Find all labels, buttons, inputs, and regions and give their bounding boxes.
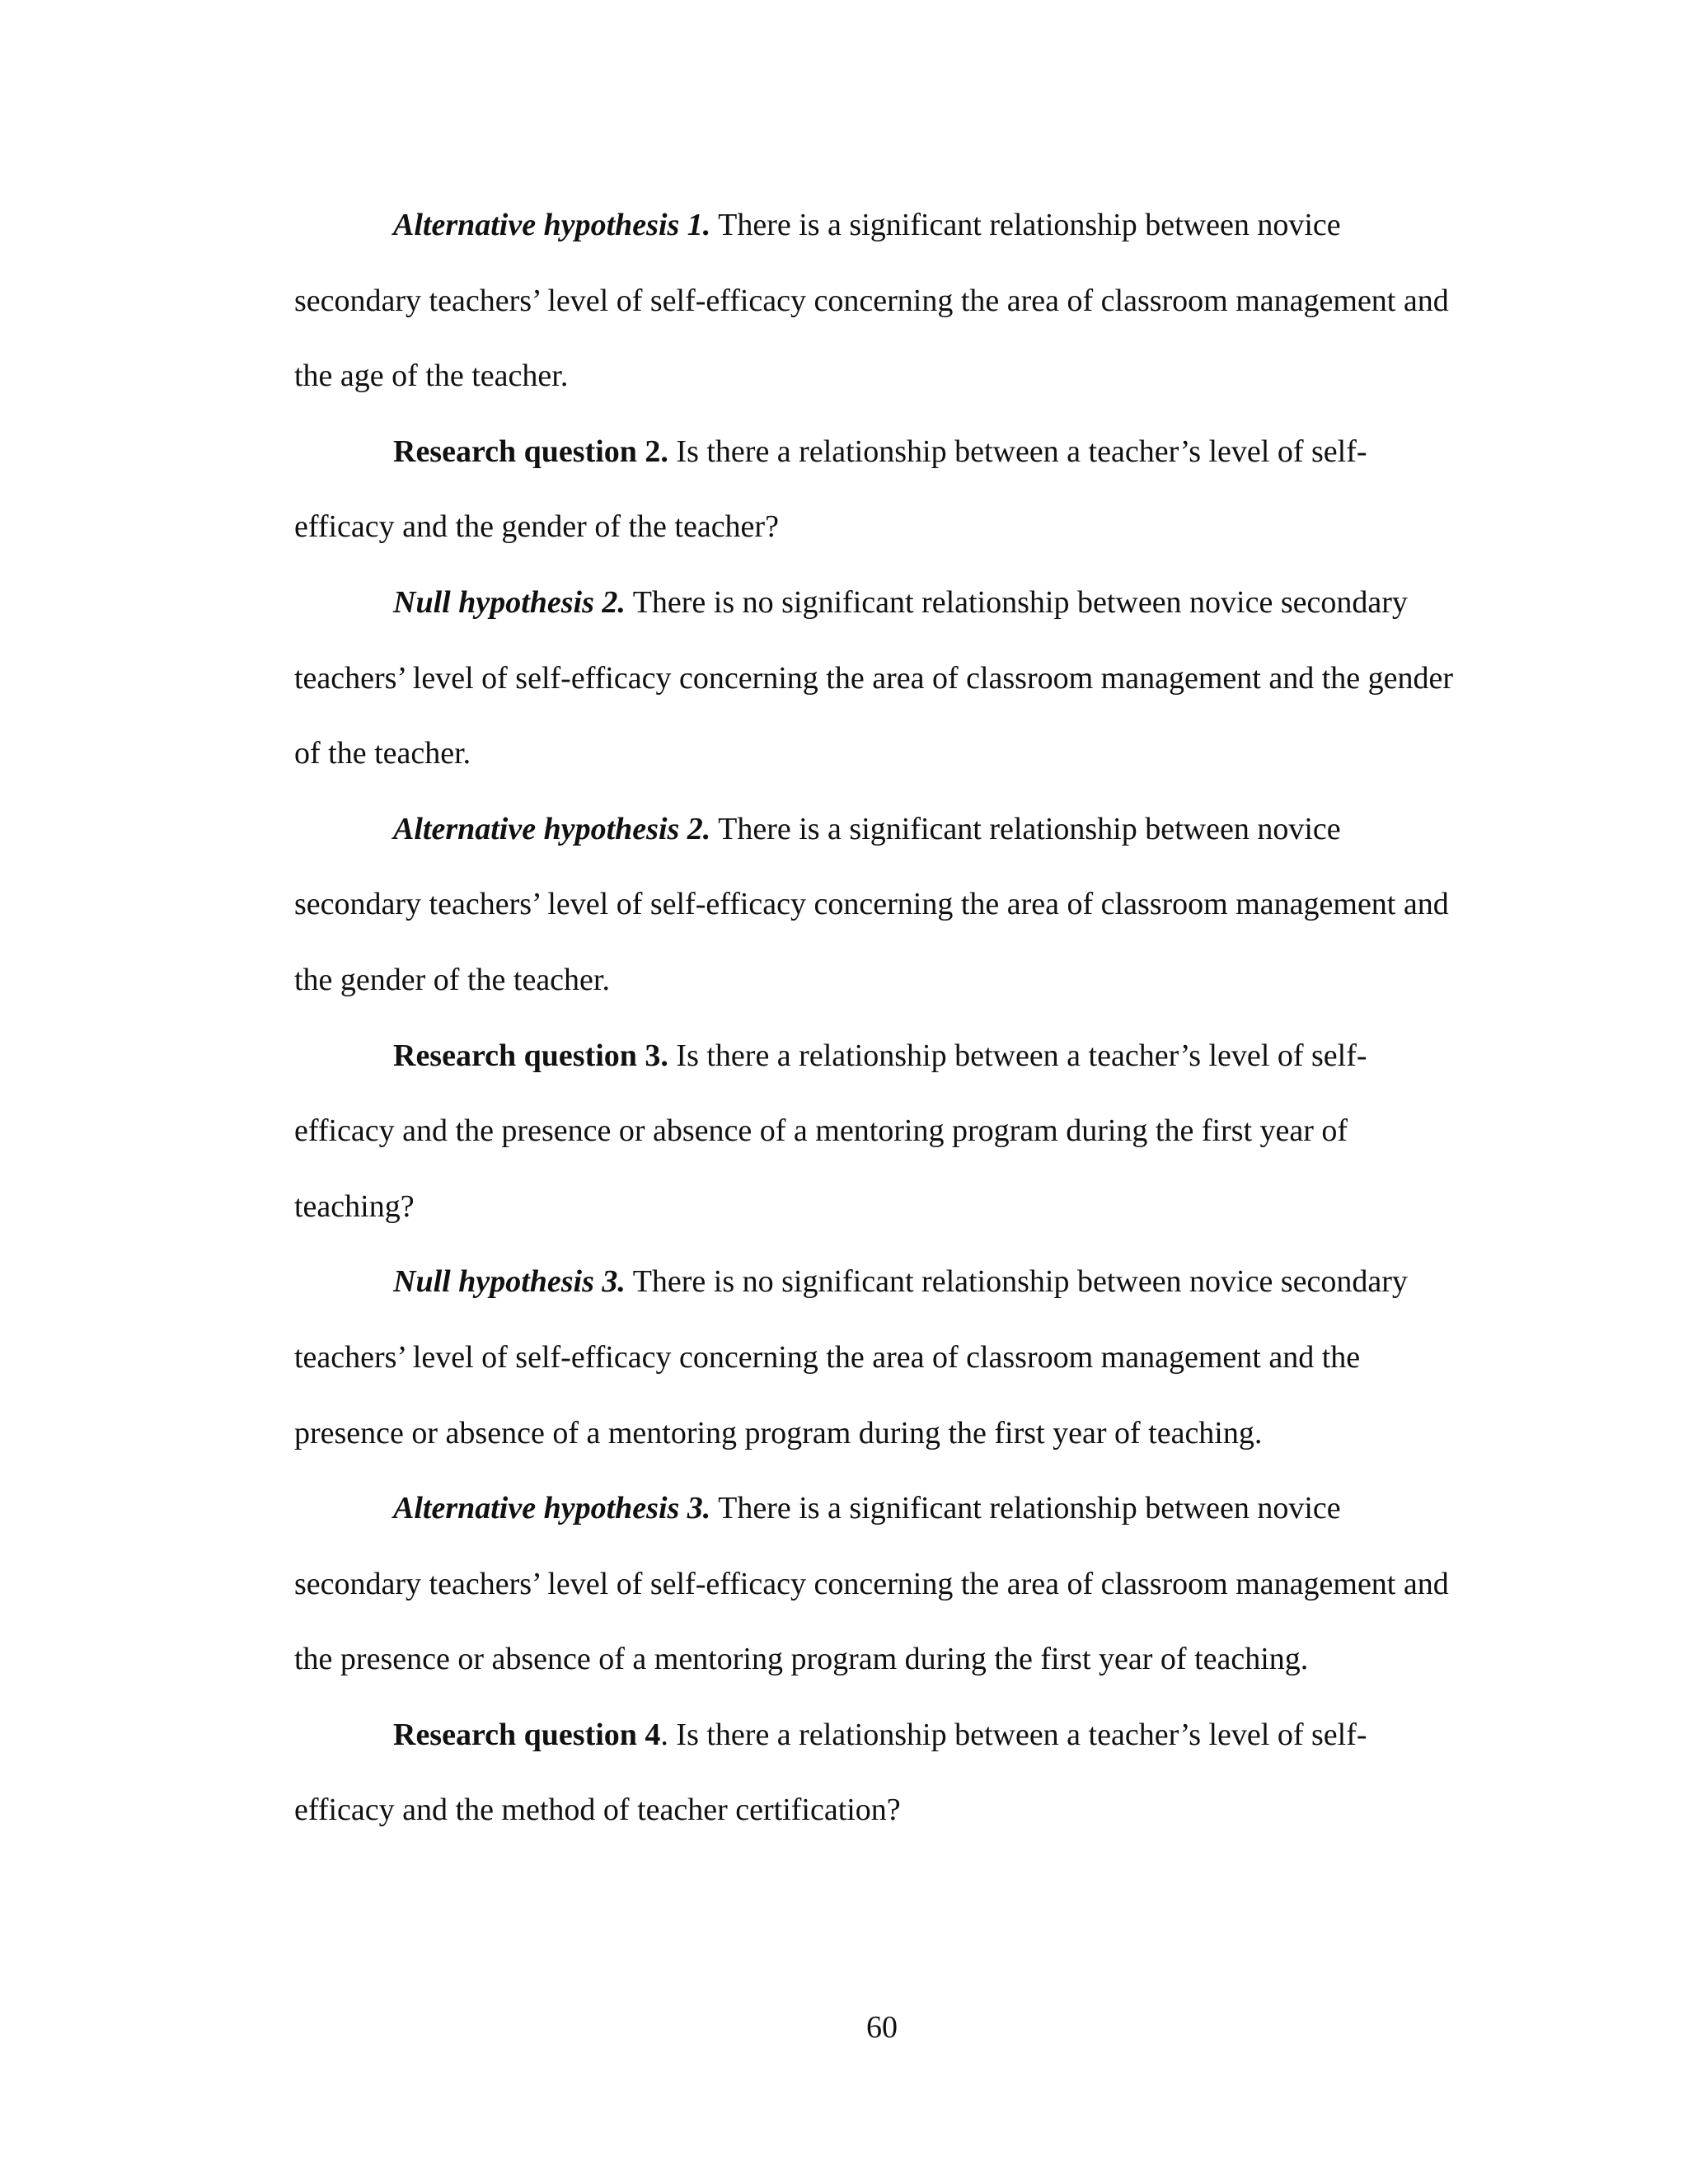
paragraph-heading: Null hypothesis 2.: [393, 584, 626, 620]
paragraph-heading: Research question 4: [393, 1717, 661, 1752]
paragraph-heading: Alternative hypothesis 2.: [393, 811, 711, 846]
document-body: [294, 188, 1465, 1849]
paragraph-alternative-hypothesis-2: [294, 792, 1465, 1019]
paragraph-heading: Null hypothesis 3.: [393, 1264, 626, 1300]
paragraph-text: There is no significant relationship between novice secondary teachers’ level of self-efficacy concerning the area of classroom management and the gender of the teacher.: [294, 584, 1453, 771]
paragraph-null-hypothesis-3: [294, 1244, 1465, 1471]
paragraph-text: There is a significant relationship between novice secondary teachers’ level of self-efficacy concerning the area of classroom management and the presence or absence of a mentoring program during the first year of teaching.: [294, 1491, 1449, 1677]
paragraph-null-hypothesis-2: [294, 565, 1465, 792]
paragraph-text: There is a significant relationship between novice secondary teachers’ level of self-efficacy concerning the area of classroom management and the gender of the teacher.: [294, 811, 1449, 997]
paragraph-research-question-3: [294, 1019, 1465, 1245]
paragraph-text: Is there a relationship between a teacher’s level of self-efficacy and the gender of the teacher?: [294, 434, 1367, 545]
paragraph-heading: Alternative hypothesis 1.: [393, 208, 711, 242]
paragraph-alternative-hypothesis-1: [294, 188, 1465, 415]
paragraph-text: Is there a relationship between a teacher’s level of self-efficacy and the presence or absence of a mentoring program during the first year of teaching?: [294, 1038, 1367, 1224]
page-number: 60: [866, 2010, 898, 2045]
paragraph-heading: Research question 3.: [393, 1038, 668, 1073]
paragraph-heading: Research question 2.: [393, 434, 668, 469]
paragraph-research-question-2: [294, 415, 1465, 565]
paragraph-heading: Alternative hypothesis 3.: [393, 1491, 711, 1526]
paragraph-research-question-4: [294, 1698, 1465, 1849]
paragraph-text: . Is there a relationship between a teacher’s level of self-efficacy and the method of teacher certification?: [294, 1717, 1367, 1828]
paragraph-text: There is no significant relationship between novice secondary teachers’ level of self-efficacy concerning the area of classroom management and the presence or absence of a mentoring program during the first year of teaching.: [294, 1264, 1408, 1451]
paragraph-alternative-hypothesis-3: [294, 1471, 1465, 1698]
paragraph-text: There is a significant relationship between novice secondary teachers’ level of self-efficacy concerning the area of classroom management and the age of the teacher.: [294, 208, 1449, 394]
